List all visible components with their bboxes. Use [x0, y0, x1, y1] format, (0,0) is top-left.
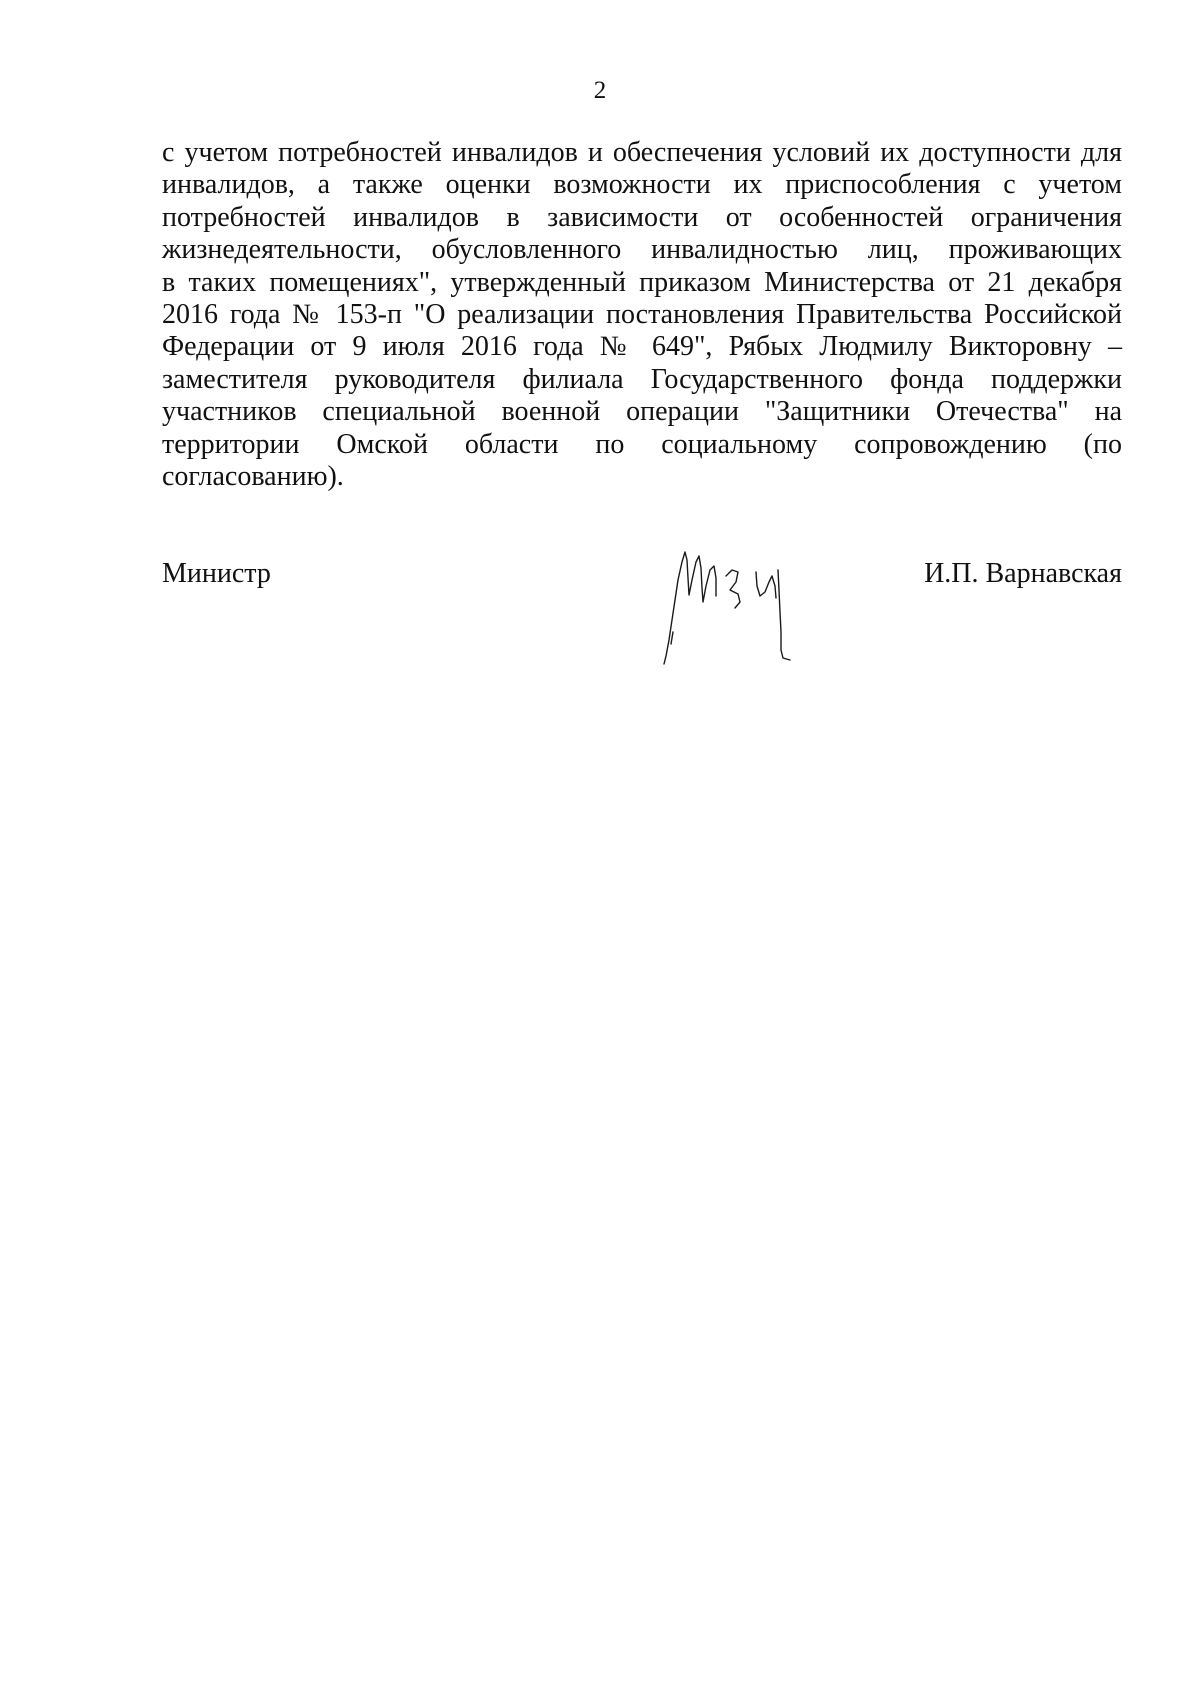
body-line: потребностей инвалидов в зависимости от особенностей ограничения: [162, 201, 1122, 233]
body-line: инвалидов, а также оценки возможности их приспособления с учетом: [162, 169, 1122, 201]
body-line: согласованию).: [162, 460, 344, 492]
body-line: с учетом потребностей инвалидов и обеспечения условий их доступности для: [162, 137, 1122, 168]
body-line: 2016 года № 153-п "О реализации постановления Правительства Российской: [162, 298, 1122, 330]
body-line: Федерации от 9 июля 2016 года № 649", Рябых Людмилу Викторовну –: [162, 331, 1122, 363]
body-paragraph: [162, 137, 1122, 493]
handwritten-signature-icon: [644, 540, 804, 668]
body-line: заместителя руководителя филиала Государственного фонда поддержки: [162, 363, 1122, 395]
body-line: в таких помещениях", утвержденный приказом Министерства от 21 декабря: [162, 266, 1122, 298]
body-line: участников специальной военной операции "Защитники Отечества" на: [162, 396, 1122, 428]
body-line: жизнедеятельности, обусловленного инвалидностью лиц, проживающих: [162, 234, 1122, 266]
signer-title: Министр: [162, 558, 271, 589]
body-line: территории Омской области по социальному сопровождению (по: [162, 428, 1122, 460]
signer-name: И.П. Варнавская: [924, 558, 1122, 589]
page-number: 2: [593, 77, 607, 104]
signature-block: [162, 558, 1122, 668]
